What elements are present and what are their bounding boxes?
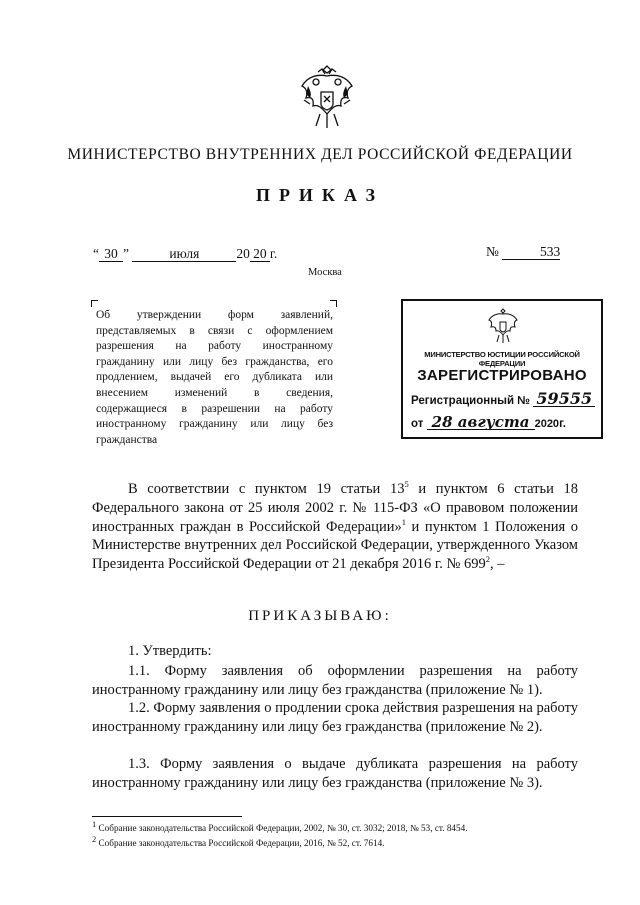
date-close-quote: ”	[123, 246, 129, 261]
coat-of-arms-icon	[296, 62, 358, 134]
item-1: 1. Утвердить:	[128, 643, 212, 659]
number-value: 533	[502, 245, 560, 260]
city: Москва	[308, 267, 342, 278]
stamp-year: 2020	[534, 418, 560, 430]
subject-corner-right	[330, 300, 337, 307]
stamp-registration-number	[411, 389, 595, 408]
stamp-reg-number-handwritten: 59555	[533, 392, 595, 407]
stamp-reg-label: Регистрационный №	[411, 395, 531, 407]
preamble-part-1: В соответствии с пунктом 19 статьи 13	[128, 481, 405, 497]
footnote-2-mark: 2	[92, 833, 97, 844]
stamp-registered: ЗАРЕГИСТРИРОВАНО	[417, 367, 587, 384]
number-label: №	[486, 244, 499, 259]
stamp-department: МИНИСТЕРСТВО ЮСТИЦИИ РОССИЙСКОЙ ФЕДЕРАЦИИ	[424, 350, 580, 368]
item-1-3: 1.3. Форму заявления о выдаче дубликата разрешения на работу иностранному гражданину или лицу без гражданства (приложение № 3).	[92, 756, 578, 791]
subject-corner-left	[91, 300, 98, 307]
preamble-part-2: и пунктом 6 статьи 18 Федерального закона от 25 июля 2002 г. № 115-ФЗ «О правовом положении иностранных граждан в Российской Федерации»	[92, 481, 578, 535]
footnote-1-mark: 1	[92, 818, 97, 829]
preamble-part-3: и пунктом 1 Положения о Министерстве внутренних дел Российской Федерации, утвержденного Указом Президента Российской Федерации от 21 декабря 2016 г. № 699	[92, 518, 578, 573]
registration-stamp	[401, 299, 603, 439]
order-date	[93, 246, 277, 262]
date-open-quote: “	[93, 246, 99, 261]
item-1-2: 1.2. Форму заявления о продлении срока действия разрешения на работу иностранному гражданину или лицу без гражданства (приложение № 2).	[92, 700, 578, 735]
preamble-paragraph	[92, 480, 578, 574]
date-day: 30	[99, 247, 123, 262]
footnote-ref-2: 2	[485, 554, 490, 565]
footnote-1-text: Собрание законодательства Российской Федерации, 2002, № 30, ст. 3032; 2018, № 53, ст. 8454.	[98, 823, 468, 833]
date-year-prefix: 20	[236, 246, 250, 261]
date-year-suffix: г.	[269, 246, 278, 261]
footnote-2-text: Собрание законодательства Российской Федерации, 2016, № 52, ст. 7614.	[98, 838, 385, 848]
date-year: 20	[250, 247, 270, 262]
order-word: ПРИКАЗЫВАЮ:	[248, 608, 392, 624]
footnote-divider	[92, 816, 242, 817]
stamp-registration-date	[411, 415, 566, 430]
preamble-sup-1: 5	[404, 479, 409, 490]
stamp-date-prefix: от	[411, 418, 424, 430]
stamp-date-handwritten: 28 августа	[427, 415, 535, 430]
date-month: июля	[132, 247, 236, 262]
footnote-2	[92, 833, 385, 848]
stamp-emblem-icon	[486, 307, 520, 345]
item-1-1: 1.1. Форму заявления об оформлении разрешения на работу иностранному гражданину или лицу без гражданства (приложение № 1).	[92, 663, 578, 698]
order-number	[486, 244, 560, 260]
preamble-part-4: , –	[489, 556, 505, 573]
order-subject: Об утверждении форм заявлений, представляемых в связи с оформлением разрешения на работу иностранному гражданину или лицу без гражданства, его продлением, выдачей его дубликата или внесением изменений в сведения, содержащиеся в разрешении на работу иностранному гражданину или лицу без гражданства	[96, 309, 333, 446]
footnote-1	[92, 818, 468, 833]
document-type-title: ПРИКАЗ	[255, 185, 385, 205]
ministry-name: МИНИСТЕРСТВО ВНУТРЕННИХ ДЕЛ РОССИЙСКОЙ ФЕДЕРАЦИИ	[67, 146, 573, 163]
footnote-ref-1: 1	[401, 516, 406, 527]
stamp-year-suffix: г.	[559, 418, 566, 430]
